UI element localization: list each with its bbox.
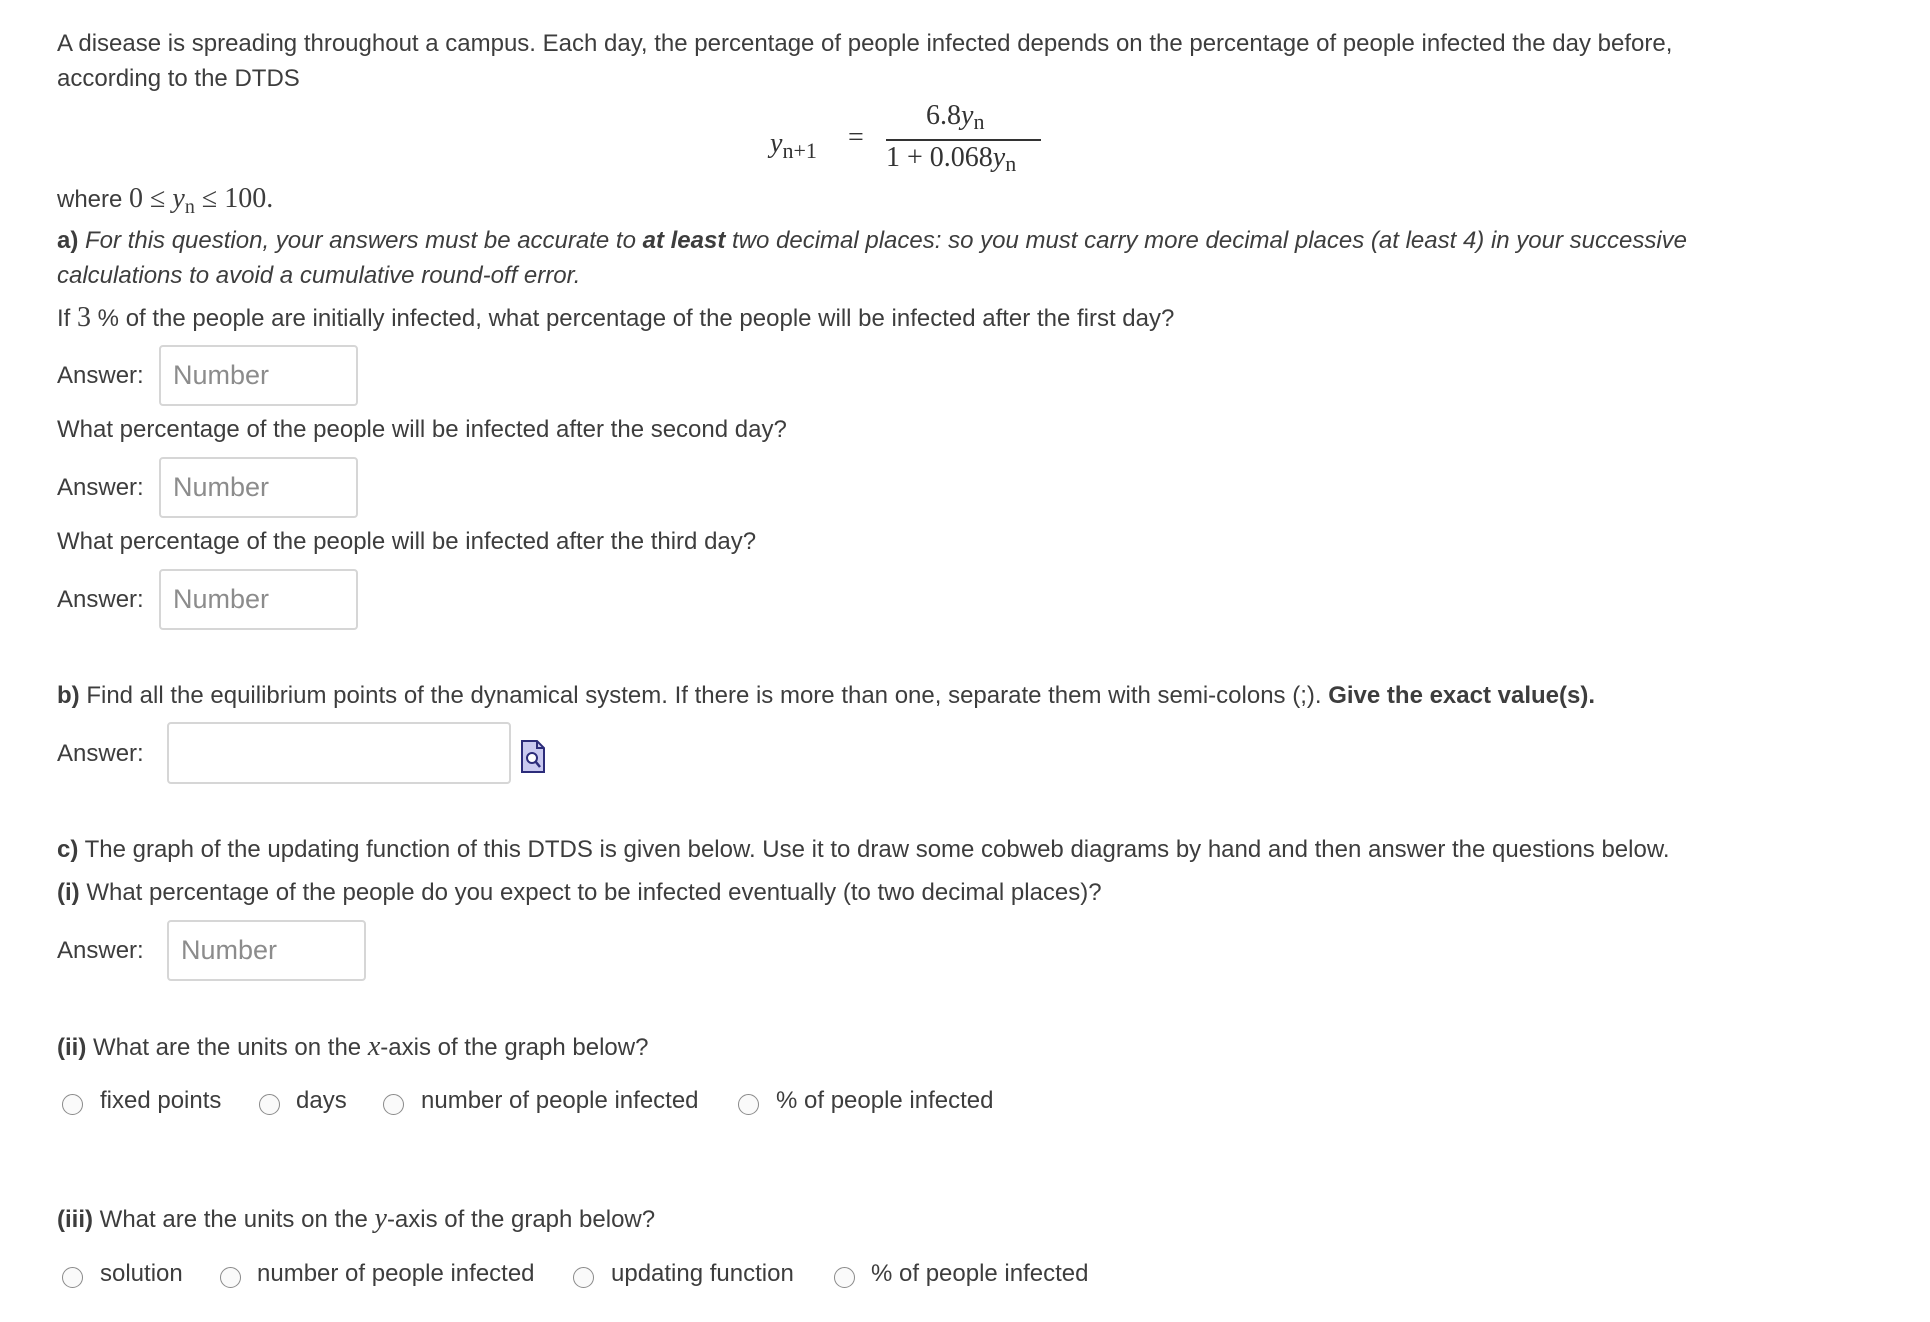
part-c-ii-question: (ii) What are the units on the x-axis of the graph below? (57, 1031, 649, 1062)
fraction-bar (886, 139, 1041, 141)
equation-lhs: $y_{n+1}$ (770, 128, 817, 163)
x-axis-option-fixed-points-radio[interactable] (62, 1094, 83, 1115)
intro-line-1: A disease is spreading throughout a campus. Each day, the percentage of people infected depends on the percentage of people infected the day before, (57, 30, 1673, 57)
eventual-infection-input[interactable] (167, 920, 366, 981)
part-c-i-question: (i) What percentage of the people do you expect to be infected eventually (to two decimal places)? (57, 879, 1102, 906)
y-axis-option-label: % of people infected (871, 1260, 1089, 1287)
answer-label: Answer: (57, 586, 144, 613)
part-b-question: b) Find all the equilibrium points of the dynamical system. If there is more than one, separate them with semi-colons (;). Give the exact value(s). (57, 682, 1596, 709)
day-2-answer-input[interactable] (159, 457, 358, 518)
x-axis-option-label: % of people infected (776, 1087, 994, 1114)
preview-icon[interactable] (520, 739, 546, 774)
x-axis-option-days-radio[interactable] (259, 1094, 280, 1115)
part-a-question-2: What percentage of the people will be infected after the second day? (57, 416, 787, 443)
answer-label: Answer: (57, 362, 144, 389)
where-clause: where $0 \le y_n \le 100$. (57, 183, 274, 218)
y-axis-option-updating-function-radio[interactable] (573, 1267, 594, 1288)
answer-label: Answer: (57, 740, 144, 767)
x-axis-option-label: number of people infected (421, 1087, 699, 1114)
y-axis-option-percent-infected-radio[interactable] (834, 1267, 855, 1288)
x-axis-option-number-infected-radio[interactable] (383, 1094, 404, 1115)
y-axis-option-number-infected-radio[interactable] (220, 1267, 241, 1288)
part-a-instructions-line-2: calculations to avoid a cumulative round-off error. (57, 262, 581, 289)
answer-label: Answer: (57, 474, 144, 501)
intro-line-2: according to the DTDS (57, 65, 300, 92)
equation-numerator: $6.8y_n$ (926, 100, 985, 134)
x-axis-option-label: days (296, 1087, 347, 1114)
equation-denominator: $1 + 0.068y_n$ (886, 142, 1017, 176)
part-a-instructions-line-1: a) For this question, your answers must be accurate to at least two decimal places: so you must carry more decimal places (at least 4) in your successive (57, 227, 1688, 254)
day-3-answer-input[interactable] (159, 569, 358, 630)
answer-label: Answer: (57, 937, 144, 964)
magnifier-document-icon (520, 739, 546, 774)
part-a-question-3: What percentage of the people will be infected after the third day? (57, 528, 757, 555)
x-axis-option-label: fixed points (100, 1087, 222, 1114)
part-c-iii-question: (iii) What are the units on the y-axis of the graph below? (57, 1203, 656, 1234)
equilibrium-answer-input[interactable] (167, 722, 511, 784)
y-axis-option-label: updating function (611, 1260, 794, 1287)
part-c-intro: c) The graph of the updating function of this DTDS is given below. Use it to draw some cobweb diagrams by hand and then answer the questions below. (57, 836, 1670, 863)
equation-equals: = (848, 122, 864, 153)
y-axis-option-label: solution (100, 1260, 183, 1287)
y-axis-option-label: number of people infected (257, 1260, 535, 1287)
part-a-question-1: If 3 % of the people are initially infected, what percentage of the people will be infected after the first day? (57, 302, 1175, 333)
day-1-answer-input[interactable] (159, 345, 358, 406)
y-axis-option-solution-radio[interactable] (62, 1267, 83, 1288)
x-axis-option-percent-infected-radio[interactable] (738, 1094, 759, 1115)
